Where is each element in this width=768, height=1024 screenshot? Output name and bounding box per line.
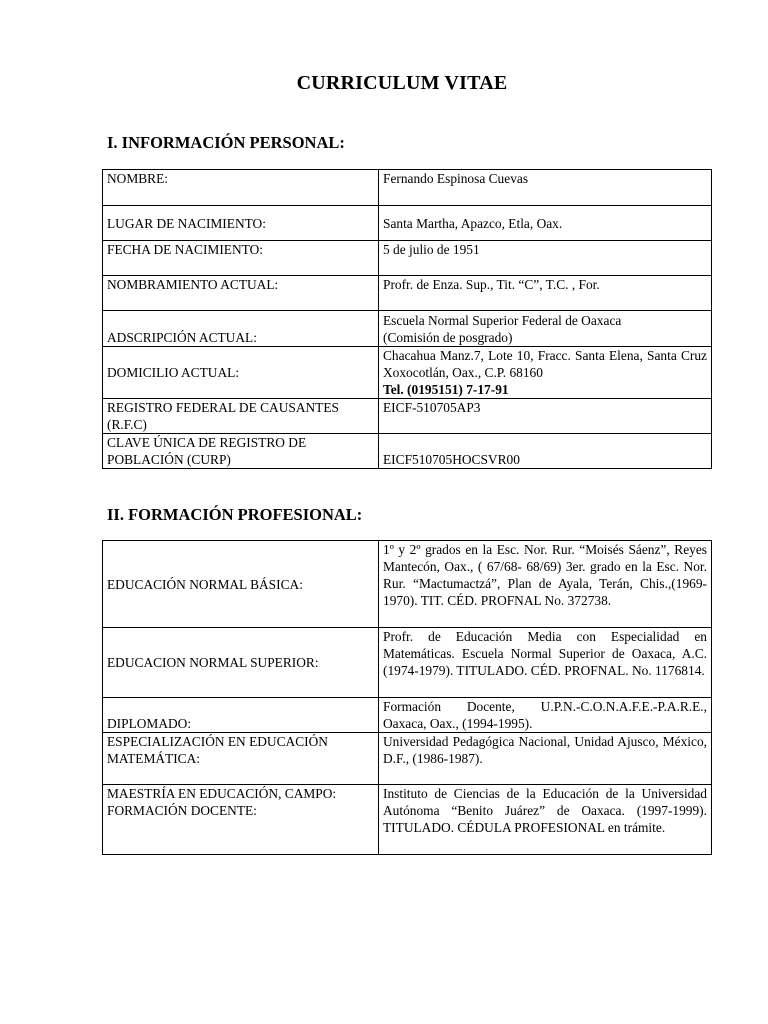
row-value: EICF-510705AP3 bbox=[379, 399, 712, 434]
row-label: DOMICILIO ACTUAL: bbox=[103, 347, 379, 399]
section-heading-professional: II. FORMACIÓN PROFESIONAL: bbox=[107, 505, 363, 524]
row-value bbox=[379, 347, 712, 399]
document-title: CURRICULUM VITAE bbox=[296, 72, 508, 94]
personal-info-table bbox=[102, 169, 712, 469]
address-text: Chacahua Manz.7, Lote 10, Fracc. Santa Elena, Santa Cruz Xoxocotlán, Oax., C.P. 68160 bbox=[383, 348, 707, 380]
table-row bbox=[103, 628, 712, 698]
row-value: Fernando Espinosa Cuevas bbox=[379, 170, 712, 206]
row-label: ADSCRIPCIÓN ACTUAL: bbox=[103, 311, 379, 347]
row-label: ESPECIALIZACIÓN EN EDUCACIÓN MATEMÁTICA: bbox=[103, 733, 379, 785]
row-value: 1º y 2º grados en la Esc. Nor. Rur. “Moisés Sáenz”, Reyes Mantecón, Oax., ( 67/68- 68/69) 3er. grado en la Esc. Nor. Rur. “Mactumactzá”, Plan de Ayala, Terán, Chis.,(1969-1970). TIT. CÉD. PROFNAL No. 372738. bbox=[379, 541, 712, 628]
row-value: 5 de julio de 1951 bbox=[379, 241, 712, 276]
table-row bbox=[103, 733, 712, 785]
adscripcion-line-1: Escuela Normal Superior Federal de Oaxaca bbox=[383, 313, 622, 328]
professional-formation-table bbox=[102, 540, 712, 855]
table-row bbox=[103, 347, 712, 399]
row-value: Santa Martha, Apazco, Etla, Oax. bbox=[379, 206, 712, 241]
row-label: EDUCACIÓN NORMAL BÁSICA: bbox=[103, 541, 379, 628]
adscripcion-line-2: (Comisión de posgrado) bbox=[383, 330, 513, 345]
row-label: EDUCACION NORMAL SUPERIOR: bbox=[103, 628, 379, 698]
row-value bbox=[379, 311, 712, 347]
row-label: LUGAR DE NACIMIENTO: bbox=[103, 206, 379, 241]
row-value: Formación Docente, U.P.N.-C.O.N.A.F.E.-P.A.R.E., Oaxaca, Oax., (1994-1995). bbox=[379, 698, 712, 733]
row-value: Instituto de Ciencias de la Educación de la Universidad Autónoma “Benito Juárez” de Oaxaca. (1997-1999). TITULADO. CÉDULA PROFESIONAL en trámite. bbox=[379, 785, 712, 855]
table-row bbox=[103, 206, 712, 241]
table-row bbox=[103, 170, 712, 206]
row-value: EICF510705HOCSVR00 bbox=[379, 434, 712, 469]
phone-text: Tel. (0195151) 7-17-91 bbox=[383, 382, 509, 397]
table-row bbox=[103, 241, 712, 276]
row-label: DIPLOMADO: bbox=[103, 698, 379, 733]
section-heading-personal-info: I. INFORMACIÓN PERSONAL: bbox=[107, 133, 345, 152]
row-label: CLAVE ÚNICA DE REGISTRO DE POBLACIÓN (CURP) bbox=[103, 434, 379, 469]
row-label: MAESTRÍA EN EDUCACIÓN, CAMPO: FORMACIÓN DOCENTE: bbox=[103, 785, 379, 855]
table-row bbox=[103, 541, 712, 628]
row-label: REGISTRO FEDERAL DE CAUSANTES (R.F.C) bbox=[103, 399, 379, 434]
table-row bbox=[103, 311, 712, 347]
row-label: FECHA DE NACIMIENTO: bbox=[103, 241, 379, 276]
table-row bbox=[103, 276, 712, 311]
table-row bbox=[103, 785, 712, 855]
table-row bbox=[103, 399, 712, 434]
table-row bbox=[103, 434, 712, 469]
row-value: Profr. de Enza. Sup., Tit. “C”, T.C. , For. bbox=[379, 276, 712, 311]
row-value: Profr. de Educación Media con Especialidad en Matemáticas. Escuela Normal Superior de Oaxaca, A.C. (1974-1979). TITULADO. CÉD. PROFNAL. No. 1176814. bbox=[379, 628, 712, 698]
table-row bbox=[103, 698, 712, 733]
row-value: Universidad Pedagógica Nacional, Unidad Ajusco, México, D.F., (1986-1987). bbox=[379, 733, 712, 785]
row-label: NOMBRE: bbox=[103, 170, 379, 206]
row-label: NOMBRAMIENTO ACTUAL: bbox=[103, 276, 379, 311]
